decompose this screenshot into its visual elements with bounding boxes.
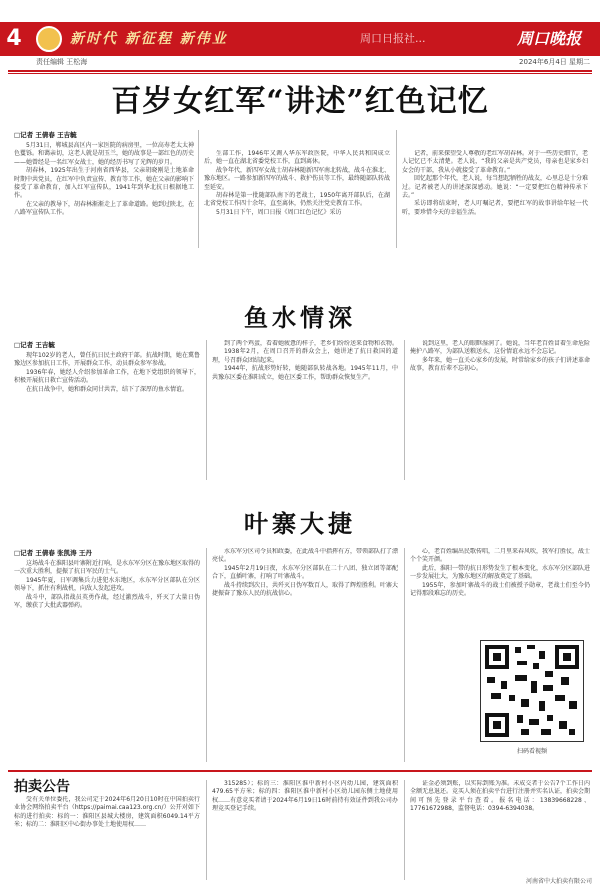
header-slogan: 新时代 新征程 新伟业 xyxy=(70,31,228,47)
main-article-paragraph: 5月31日下午，周口日报《周口红色记忆》采访 xyxy=(216,208,342,216)
article3-col3 xyxy=(410,548,590,636)
main-article-paragraph: 胡春林，1925年出生于河南省西华县，父亲胡晓刚是土地革命时期中共党员，在红军中负责宣传、教育等工作，她在父亲的影响下接受了革命教育，加入红军宣传队，1941年到华北抗日根据地工作。 xyxy=(14,167,194,200)
article2-col1 xyxy=(14,340,200,480)
article2-paragraph: 1944年，抗战形势好转，她随部队转战各地。1945年11月，中共豫东区委在淮阳成立，她在区委工作，帮助群众恢复生产。 xyxy=(212,365,398,381)
article3-paragraph: 1945年夏，日军调集兵力进犯水东地区，水东军分区部队在分区领导下，抓住有利战机，向敌人发起进攻。 xyxy=(14,576,200,593)
auction-notice-col2 xyxy=(212,780,398,874)
main-article-byline: □记者 王倩春 王吉毓 xyxy=(14,131,77,139)
header-meta xyxy=(30,56,600,68)
article3-paragraph: 水东军分区司令员和政委，在此战斗中指挥有方，带领部队打了漂亮仗。 xyxy=(212,548,398,564)
main-article-paragraph: 胡春林是第一批随部队南下的老战士，1950年离开部队后，在湖北省党校工作四十余年，直至离休，仍然关注党史教育工作。 xyxy=(204,192,390,208)
issue-date: 2024年6月4日 星期二 xyxy=(519,58,590,66)
article3-col2 xyxy=(212,548,398,762)
article2-paragraph: 现年102岁的老人，曾任抗日民主政府干部。抗战时期，她在冀鲁豫边区参加抗日工作，开展群众工作，动员群众参军参战。 xyxy=(14,352,200,368)
page-number: 4 xyxy=(0,22,28,56)
editors-line: 责任编辑 王松海 xyxy=(36,58,88,66)
column-divider xyxy=(206,780,207,880)
article2-paragraph: 到了两个鸡蛋，看着她疲惫的样子，老乡们纷纷送来食物和衣物。 xyxy=(224,340,398,347)
article3-title: 叶寨大捷 xyxy=(244,509,356,538)
auction-notice-paragraph: 受有关单位委托，我公司定于2024年6月20日10时在中国拍卖行业协会网络拍卖平台（https://paimai.caa123.org.cn/）公开对如下标的进行拍卖：标的一：淮阳区县城大楼房，建筑面积6049.14平方米；标的二：淮阳区中心街办事处土地使用权…… xyxy=(14,796,200,829)
article3-paragraph: 心，老百姓编出民歌传唱，二月里来春风吹，我军打胜仗，战士个个笑开颜。 xyxy=(410,548,590,564)
column-divider xyxy=(396,130,397,248)
article2-title: 鱼水情深 xyxy=(244,303,356,332)
article2-paragraph: 在抗日战争中，她和群众同甘共苦，结下了深厚的鱼水情谊。 xyxy=(26,385,189,393)
header-rule-thin xyxy=(8,73,592,74)
column-divider xyxy=(206,548,207,762)
qr-caption: 扫码看视频 xyxy=(516,748,547,755)
main-article-paragraph: 战争年代，新四军女战士胡春林随新四军南北转战，战斗在淮北、豫东地区。一路参加新四军的战斗、救护伤员等工作，最终随部队转战至延安。 xyxy=(204,166,390,191)
article2-paragraph: 1936年春，她经人介绍参加革命工作，在地下党组织的领导下，积极开展抗日救亡宣传活动。 xyxy=(14,368,200,385)
article3-byline: □记者 王倩春 张凯涛 王丹 xyxy=(14,549,92,557)
main-article-col3 xyxy=(402,150,588,248)
column-divider xyxy=(206,340,207,480)
main-article-paragraph: 记者，前来探望受人尊敬的老红军胡春林。对于一些历史细节，老人记忆已不太清楚。老人说，“我的父亲是共产党员，母亲也是家乡妇女会的干部，我从小就接受了革命教育。” xyxy=(402,150,588,174)
article3-paragraph: 这场战斗在淮阳县叶寨附近打响，是水东军分区在豫东地区取得的一次重大胜利，提振了抗日军民的士气。 xyxy=(14,560,200,576)
qr-code-icon xyxy=(481,641,583,741)
party-emblem-icon xyxy=(36,26,62,52)
main-article-paragraph: 在父亲的教导下，胡春林渐渐走上了革命道路。她到过陕北，在八路军宣传队工作。 xyxy=(14,200,194,217)
main-article-col2 xyxy=(204,150,390,248)
qr-code[interactable] xyxy=(480,640,584,742)
article3-paragraph: 此后，淮阳一带的抗日形势发生了根本变化，水东军分区部队进一步发展壮大，为豫东地区的解放奠定了基础。 xyxy=(410,564,590,581)
newspaper-masthead: 周口晚报 xyxy=(498,22,600,56)
auction-notice-paragraph: 315285）；标的三：淮阳区淮中新村小区内幼儿园，建筑面积479.65平方米；标的四：淮阳区淮中新村小区幼儿园东侧土地使用权……有意竞买者请于2024年6月19日16时前持有效证件到我公司办理竞买登记手续。 xyxy=(212,780,398,813)
header-rule xyxy=(8,70,592,72)
column-divider xyxy=(404,340,405,480)
auction-notice-col1 xyxy=(14,796,200,874)
header-slogan-sub: 周口日报社... xyxy=(360,32,426,45)
article2-paragraph: 多年来，她一直关心家乡的发展，时常给家乡的孩子们讲述革命故事，教育后辈不忘初心。 xyxy=(410,356,590,373)
main-article-col1 xyxy=(14,130,194,248)
article3-paragraph: 1955年，参加叶寨战斗的战士们被授予勋章，老战士们至今仍记得那段难忘的历史。 xyxy=(410,581,590,598)
article3-paragraph: 战斗持续到次日，共歼灭日伪军数百人，取得了辉煌胜利。叶寨大捷振奋了豫东人民的抗战信心。 xyxy=(212,581,398,598)
auction-notice-title: 拍卖公告 xyxy=(14,779,70,795)
article2-paragraph: 说到这里，老人的眼眶湿润了。她说，当年老百姓冒着生命危险掩护八路军，为部队送粮送水，这份情谊永远不会忘记。 xyxy=(410,340,590,356)
auction-notice-paragraph: 证金必须到账，以实际到账为准。未成交者于公告7个工作日内全额无息退还。竞买人须在拍卖平台进行注册并实名认证，拍卖会期间可预先登录平台查看。报名电话：13839668228、17761672988，监督电话：0394-6394038。 xyxy=(410,780,590,813)
main-article-paragraph: 采访即将结束时，老人叮嘱记者，要把红军的故事讲给年轻一代听，要珍惜今天的幸福生活。 xyxy=(402,200,588,216)
auction-notice-col3 xyxy=(410,780,590,874)
main-article-paragraph: 回忆起那个年代，老人说，每当想起牺牲的战友，心里总是十分难过。记者被老人的讲述深深感动。她说：“一定要把红色精神传承下去。” xyxy=(402,175,588,200)
article3-col1 xyxy=(14,548,200,762)
article2-col2 xyxy=(212,340,398,480)
main-headline: 百岁女红军“讲述”红色记忆 xyxy=(111,84,489,119)
article2-paragraph: 1938年2月，在周口召开的群众会上，她讲述了抗日救国的道理，号召群众团结起来。 xyxy=(212,348,398,364)
main-article-paragraph: 5月31日，郸城县高区内一家医院的病房里，一位高寿老太太神色矍铄。和蔼亲切，这老人就是胡玉兰，她的故事是一部红色的历史——她曾经是一名红军女战士，她的经历书写了光辉的岁月。 xyxy=(14,142,194,166)
main-article-paragraph: 生部工作，1946年又调入华东军政医院，中华人民共和国成立后，她一直在湖北省委党校工作，直到离休。 xyxy=(204,150,390,166)
article2-col3 xyxy=(410,340,590,480)
article3-paragraph: 战斗中，部队指战员英勇作战，经过激烈战斗，歼灭了大量日伪军，缴获了大批武器弹药。 xyxy=(14,593,200,610)
column-divider xyxy=(404,548,405,762)
column-divider xyxy=(198,130,199,248)
article2-byline: □记者 王吉毓 xyxy=(14,341,55,349)
article3-paragraph: 1945年2月19日夜，水东军分区部队在二十八团、独立团等部配合下，直插叶寨，打响了叶寨战斗。 xyxy=(212,564,398,581)
column-divider xyxy=(404,780,405,880)
auction-company: 河南省中大拍卖有限公司 xyxy=(525,878,592,885)
